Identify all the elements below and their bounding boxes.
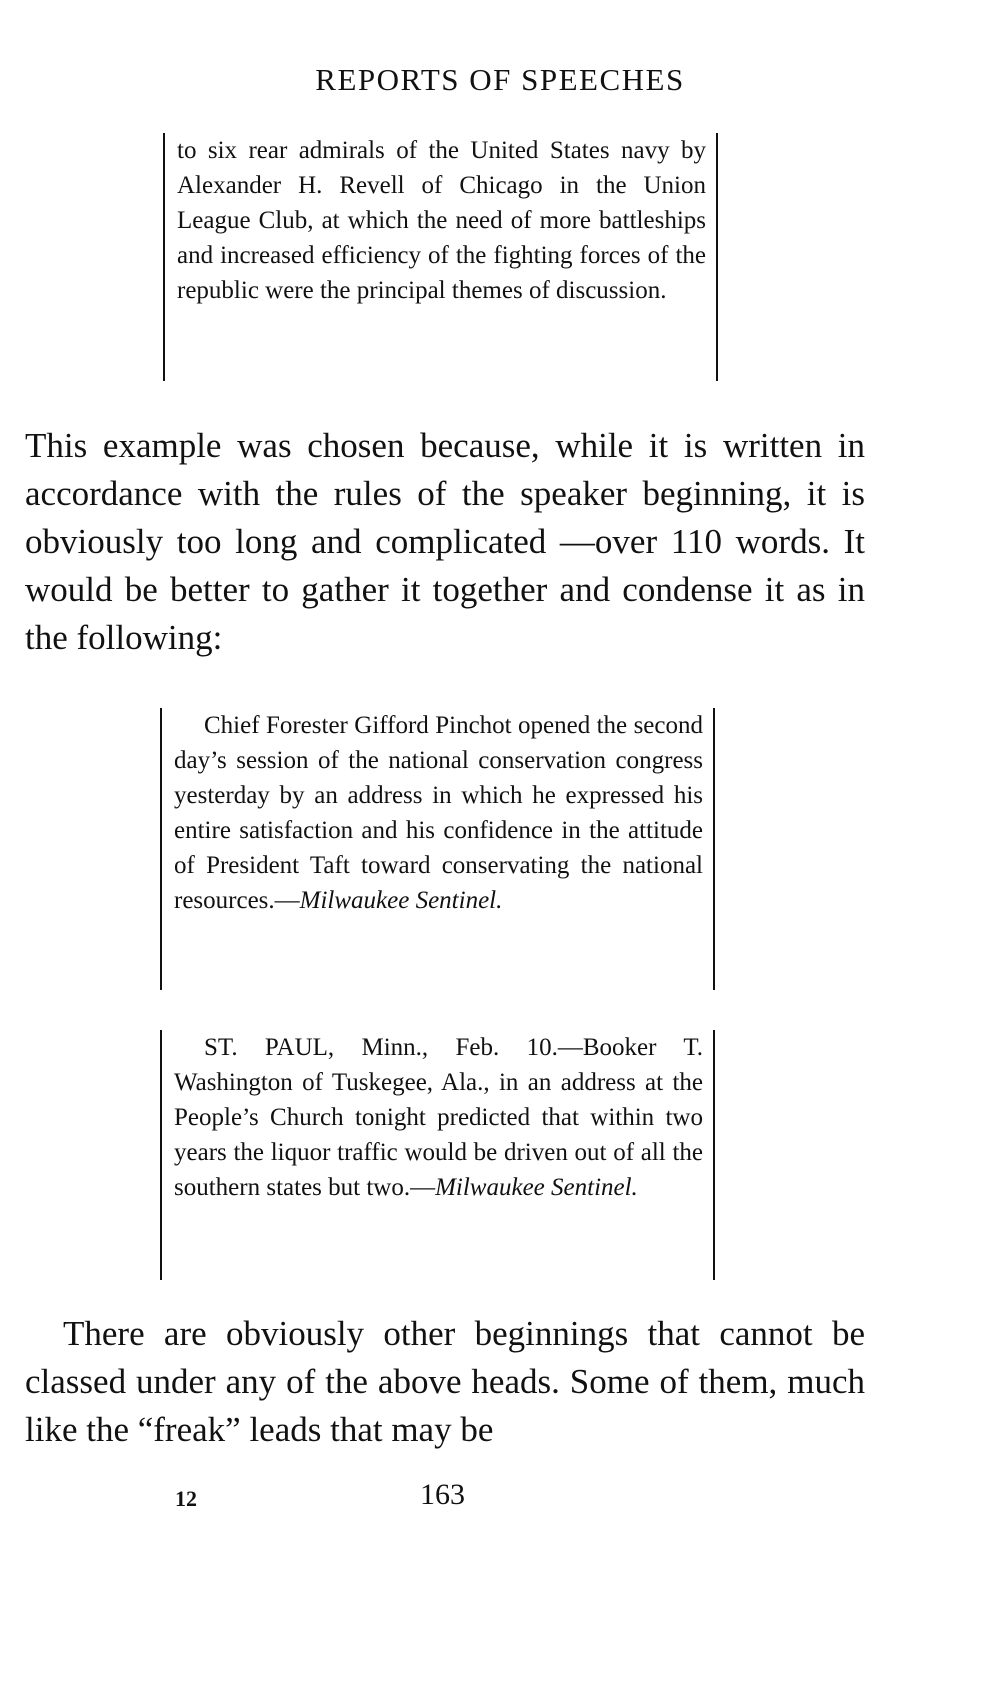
quote-body: ST. PAUL, Minn., Feb. 10.—Booker T. Washington of Tuskegee, Ala., in an address at the People’s Church tonight predicted that within two years the liquor traffic would be driven out of all the southern states but two.— [174,1034,703,1201]
quoted-excerpt-1 [163,133,718,381]
running-head: REPORTS OF SPEECHES [315,62,685,97]
quote-source: Milwaukee Sentinel. [435,1174,638,1201]
quote-text: to six rear admirals of the United States navy by Alexander H. Revell of Chicago in the Union League Club, at which the need of more battleships and increased efficiency of the fighting forces of the republic were the principal themes of discussion. [177,137,706,304]
quoted-excerpt-3 [160,1030,715,1280]
body-paragraph-1: This example was chosen because, while it is written in accordance with the rules of the speaker beginning, it is obviously too long and complicated —over 110 words. It would be better to gather it together and condense it as in the following: [25,426,865,657]
quoted-excerpt-2 [160,708,715,990]
page-number: 163 [420,1478,465,1511]
signature-mark: 12 [175,1486,197,1511]
quote-text [174,708,703,918]
body-paragraph-2: There are obviously other beginnings that cannot be classed under any of the above heads. Some of them, much like the “freak” leads that may be [25,1314,865,1449]
quote-source: Milwaukee Sentinel. [299,887,503,914]
quote-body: Chief Forester Gifford Pinchot opened the second day’s session of the national conservation congress yesterday by an address in which he expressed his entire satisfaction and his confidence in the attitude of President Taft toward conservating the national resources.— [174,712,703,914]
quote-text [174,1030,703,1205]
